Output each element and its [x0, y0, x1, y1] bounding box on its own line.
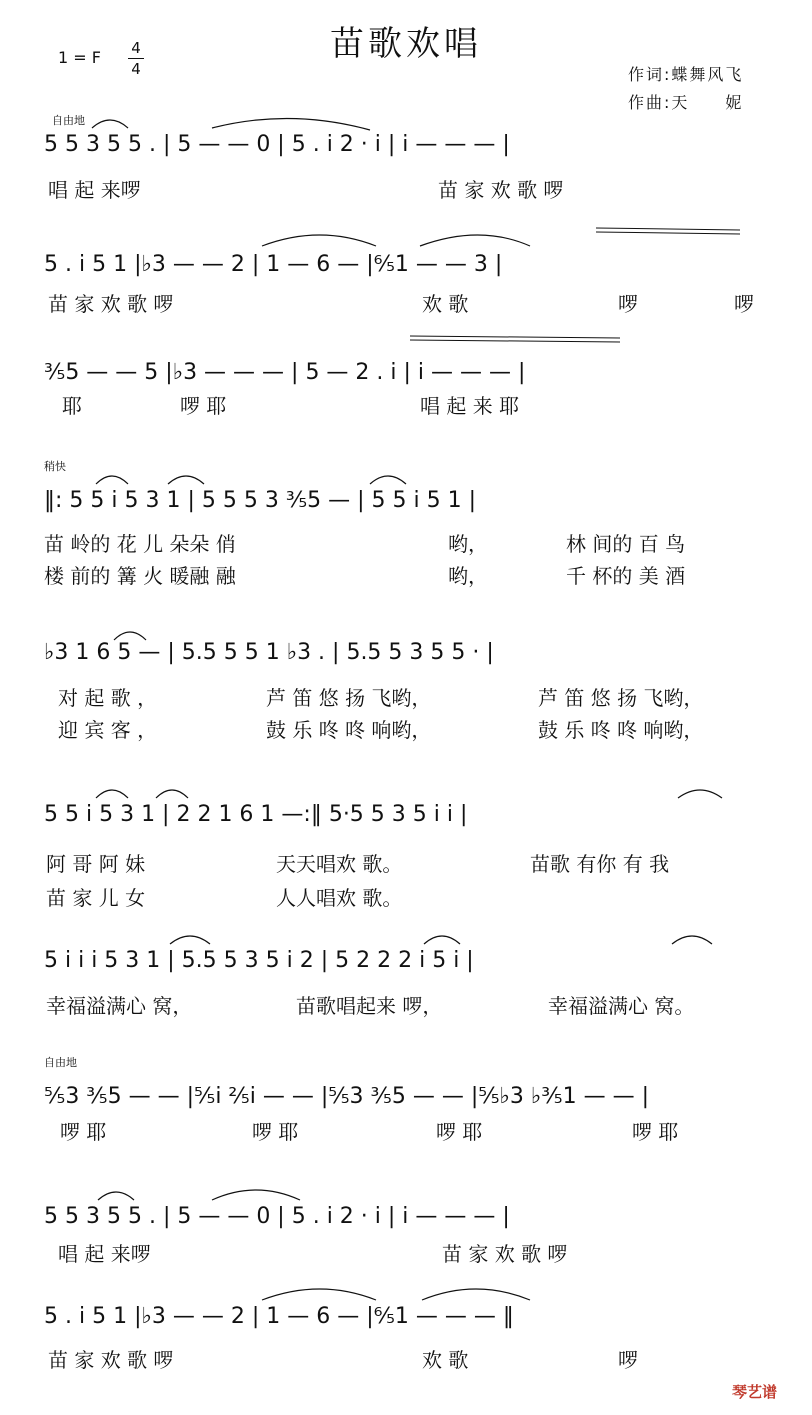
slur: [420, 235, 530, 246]
notation-line: ‖: 5 5 i 5 3 1 | 5 5 5 3 ³⁄₅5 — | 5 5 i 5 1 |: [44, 488, 477, 513]
lyric-segment: 啰 耶: [252, 1120, 299, 1144]
notation-line: 5 5 3 5 5 . | 5 — — 0 | 5 . i 2 · i | i — — — |: [44, 1204, 510, 1229]
glissando-line: [410, 336, 620, 338]
slur: [114, 632, 146, 640]
slur: [96, 790, 128, 798]
tempo-marking: 稍快: [44, 460, 66, 473]
lyric-segment: 啰 耶: [180, 394, 227, 418]
lyric-segment: 欢 歌: [422, 292, 469, 316]
slur: [370, 476, 406, 484]
lyric-segment: 芦 笛 悠 扬 飞哟，: [266, 686, 432, 710]
notation-line: ⁵⁄₅3 ³⁄₅5 — — |⁵⁄₅i ²⁄₅i — — |⁵⁄₅3 ³⁄₅5 — — |⁵⁄₅♭3 ♭³⁄₅1 — — |: [44, 1084, 649, 1109]
lyric-segment: 阿 哥 阿 妹: [46, 852, 146, 876]
tempo-marking: 自由地: [52, 114, 85, 127]
slur: [96, 476, 128, 484]
lyric-segment: 幸福溢满心 窝。: [548, 994, 695, 1018]
slur: [92, 120, 128, 128]
slur: [262, 235, 376, 246]
slur: [170, 936, 210, 944]
lyric-segment: 幸福溢满心 窝，: [46, 994, 193, 1018]
lyric-segment: 林 间的 百 鸟: [566, 532, 686, 556]
lyric-segment: 苗 岭的 花 儿 朵朵 俏: [44, 532, 236, 556]
key-signature: 1 = F: [58, 48, 101, 67]
lyric-segment: 迎 宾 客 ，: [58, 718, 158, 742]
composer-credit: 作曲:天 妮: [628, 93, 744, 112]
lyric-segment: 楼 前的 篝 火 暖融 融: [44, 564, 236, 588]
lyric-segment: 啰: [618, 292, 638, 316]
tempo-marking: 自由地: [44, 1056, 77, 1069]
notation-line: 5 i i i 5 3 1 | 5.5 5 3 5 i 2 | 5 2 2 2 i 5 i |: [44, 948, 474, 973]
lyric-segment: 苗 家 儿 女: [46, 886, 146, 910]
lyric-segment: 欢 歌: [422, 1348, 469, 1372]
lyric-segment: 千 杯的 美 酒: [566, 564, 686, 588]
meter-top: 4: [131, 39, 141, 57]
lyricist-credit: 作词:蝶舞风飞: [628, 65, 744, 84]
lyric-segment: 苗 家 欢 歌 啰: [48, 1348, 174, 1372]
page-title: 苗歌欢唱: [330, 24, 482, 64]
lyric-segment: 苗歌 有你 有 我: [530, 852, 670, 876]
glissando-line: [596, 228, 740, 230]
lyric-segment: 人人唱欢 歌。: [276, 886, 403, 910]
lyric-segment: 哟，: [448, 564, 488, 588]
notation-line: 5 . i 5 1 |♭3 — — 2 | 1 — 6 — |⁶⁄₅1 — — 3 |: [44, 252, 503, 277]
slur: [168, 476, 204, 484]
lyric-segment: 唱 起 来啰: [48, 178, 141, 202]
lyric-segment: 唱 起 来 耶: [420, 394, 520, 418]
lyric-segment: 啰: [734, 292, 754, 316]
lyric-segment: 苗 家 欢 歌 啰: [438, 178, 564, 202]
notation-line: ³⁄₅5 — — 5 |♭3 — — — | 5 — 2 . i | i — — — |: [44, 360, 526, 385]
notation-line: 5 5 3 5 5 . | 5 — — 0 | 5 . i 2 · i | i — — — |: [44, 132, 510, 157]
slur: [672, 936, 712, 944]
slur: [156, 790, 188, 798]
slur: [212, 1190, 300, 1200]
lyric-segment: 唱 起 来啰: [58, 1242, 151, 1266]
lyric-segment: 耶: [62, 394, 82, 418]
slur: [678, 790, 722, 798]
lyric-segment: 苗 家 欢 歌 啰: [48, 292, 174, 316]
slur: [424, 936, 460, 944]
lyric-segment: 鼓 乐 咚 咚 响哟，: [266, 718, 432, 742]
site-logo: 琴艺谱: [732, 1383, 778, 1401]
slur: [98, 1192, 134, 1200]
lyric-segment: 啰 耶: [60, 1120, 107, 1144]
lyric-segment: 鼓 乐 咚 咚 响哟，: [538, 718, 704, 742]
glissando-line: [410, 340, 620, 342]
slur: [422, 1289, 530, 1300]
notation-line: ♭3 1 6 5 — | 5.5 5 5 1 ♭3 . | 5.5 5 3 5 5 · |: [44, 640, 494, 665]
lyric-segment: 苗歌唱起来 啰，: [296, 994, 443, 1018]
lyric-segment: 对 起 歌 ，: [58, 686, 158, 710]
slur: [212, 118, 370, 130]
glissando-line: [596, 232, 740, 234]
lyric-segment: 天天唱欢 歌。: [276, 852, 403, 876]
slur: [262, 1289, 376, 1300]
meter-bottom: 4: [131, 60, 141, 78]
lyric-segment: 啰: [618, 1348, 638, 1372]
lyric-segment: 啰 耶: [436, 1120, 483, 1144]
lyric-segment: 苗 家 欢 歌 啰: [442, 1242, 568, 1266]
lyric-segment: 哟，: [448, 532, 488, 556]
lyric-segment: 啰 耶: [632, 1120, 679, 1144]
notation-line: 5 . i 5 1 |♭3 — — 2 | 1 — 6 — |⁶⁄₅1 — — — ‖: [44, 1304, 514, 1329]
notation-line: 5 5 i 5 3 1 | 2 2 1 6 1 —:‖ 5·5 5 3 5 i i |: [44, 802, 468, 827]
lyric-segment: 芦 笛 悠 扬 飞哟，: [538, 686, 704, 710]
